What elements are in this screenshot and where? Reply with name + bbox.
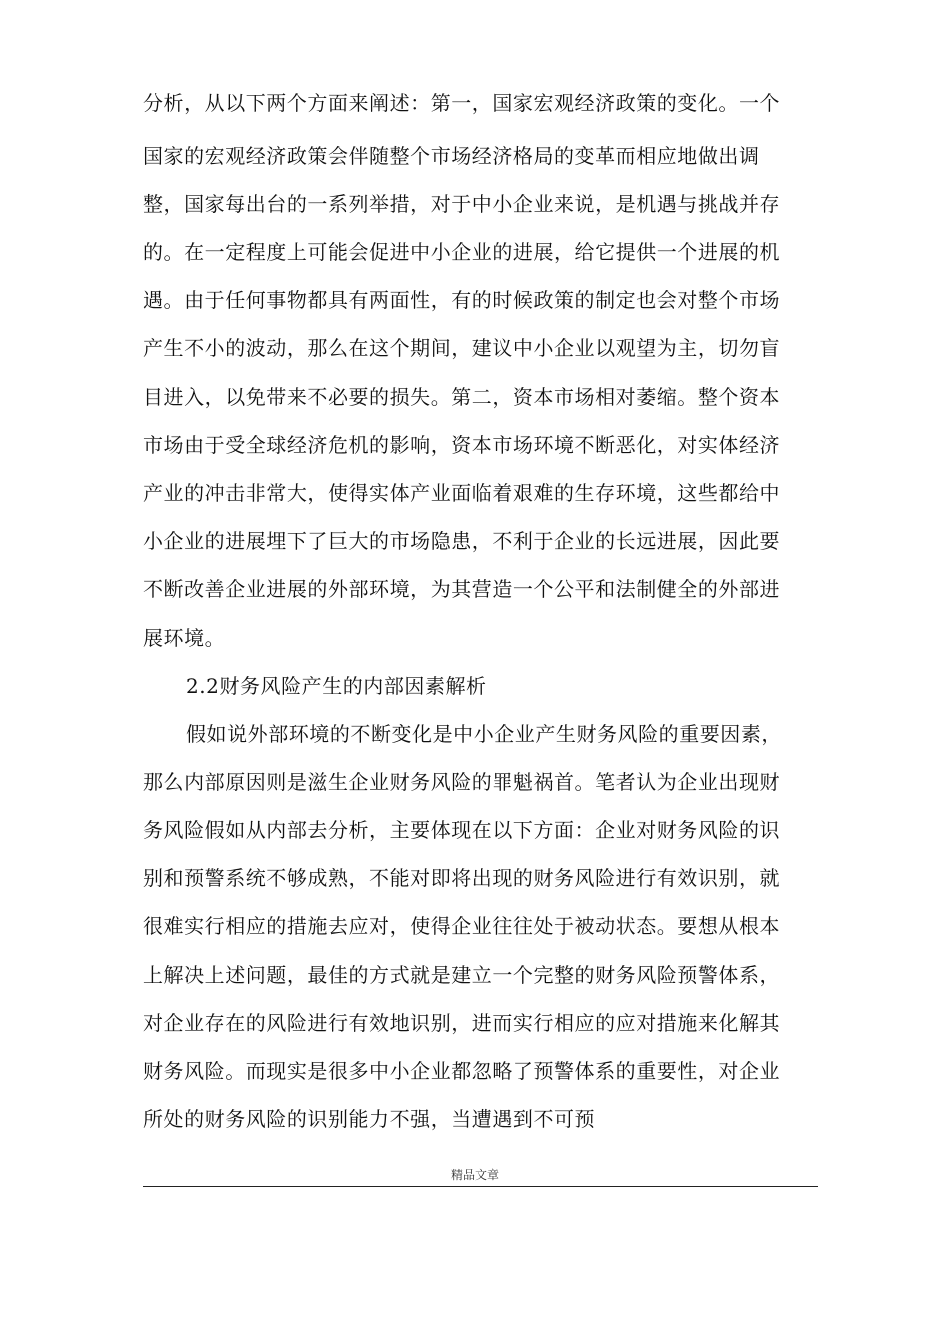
body-text-line: 分析，从以下两个方面来阐述：第一，国家宏观经济政策的变化。一个 [143, 91, 781, 115]
body-text-line: 所处的财务风险的识别能力不强，当遭遇到不可预 [143, 1107, 596, 1131]
body-text-line: 小企业的进展埋下了巨大的市场隐患，不利于企业的长远进展，因此要 [143, 529, 781, 553]
body-text-line: 的。在一定程度上可能会促进中小企业的进展，给它提供一个进展的机 [143, 240, 781, 264]
section-heading: 2.2财务风险产生的内部因素解析 [186, 674, 487, 698]
body-text-line: 产业的冲击非常大，使得实体产业面临着艰难的生存环境，这些都给中 [143, 481, 781, 505]
body-text-line: 别和预警系统不够成熟，不能对即将出现的财务风险进行有效识别，就 [143, 866, 781, 890]
body-text-line: 很难实行相应的措施去应对，使得企业往往处于被动状态。要想从根本 [143, 914, 781, 938]
footer-divider [143, 1186, 818, 1187]
body-text-line: 假如说外部环境的不断变化是中小企业产生财务风险的重要因素， [186, 722, 782, 746]
body-text-line: 那么内部原因则是滋生企业财务风险的罪魁祸首。笔者认为企业出现财 [143, 770, 781, 794]
body-text-line: 国家的宏观经济政策会伴随整个市场经济格局的变革而相应地做出调 [143, 144, 760, 168]
body-text-line: 整，国家每出台的一系列举措，对于中小企业来说，是机遇与挑战并存 [143, 192, 781, 216]
body-text-line: 遇。由于任何事物都具有两面性，有的时候政策的制定也会对整个市场 [143, 288, 781, 312]
body-text-line: 务风险假如从内部去分析，主要体现在以下方面：企业对财务风险的识 [143, 818, 781, 842]
body-text-line: 目进入，以免带来不必要的损失。第二，资本市场相对萎缩。整个资本 [143, 385, 781, 409]
body-text-line: 财务风险。而现实是很多中小企业都忽略了预警体系的重要性，对企业 [143, 1059, 781, 1083]
body-text-line: 不断改善企业进展的外部环境，为其营造一个公平和法制健全的外部进 [143, 577, 781, 601]
body-text-line: 产生不小的波动，那么在这个期间，建议中小企业以观望为主，切勿盲 [143, 336, 781, 360]
footer-label: 精品文章 [450, 1168, 499, 1182]
body-text-line: 市场由于受全球经济危机的影响，资本市场环境不断恶化，对实体经济 [143, 433, 781, 457]
body-text-line: 展环境。 [143, 626, 226, 650]
body-text-line: 对企业存在的风险进行有效地识别，进而实行相应的应对措施来化解其 [143, 1011, 781, 1035]
body-text-line: 上解决上述问题，最佳的方式就是建立一个完整的财务风险预警体系， [143, 963, 781, 987]
